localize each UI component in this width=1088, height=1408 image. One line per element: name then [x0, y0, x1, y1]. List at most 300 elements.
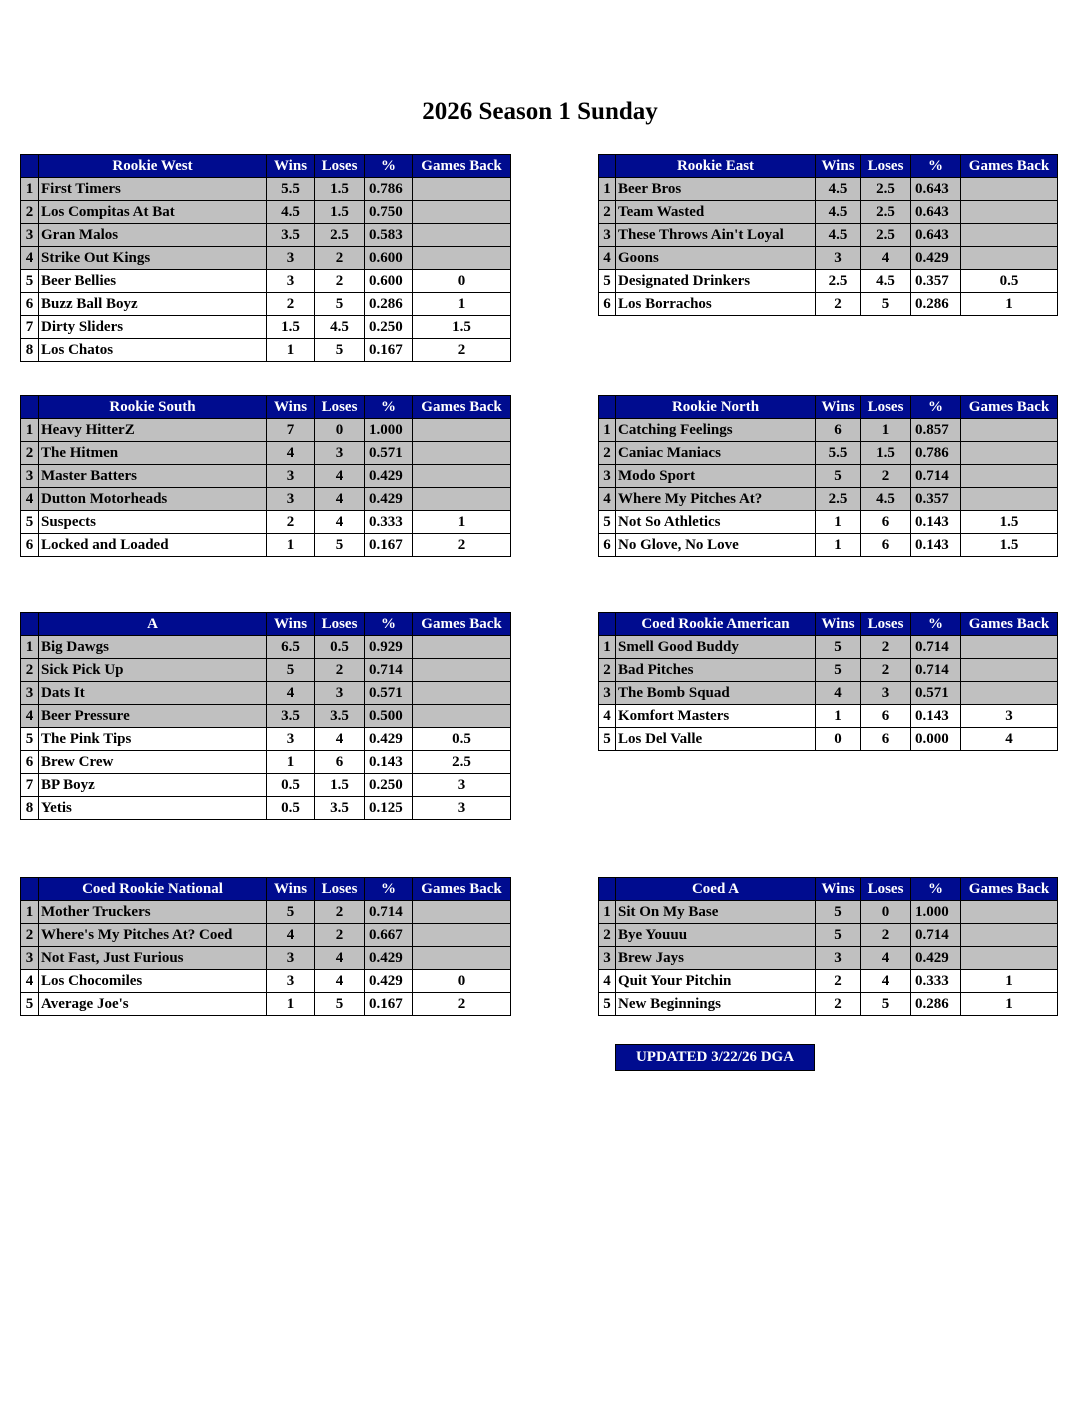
updated-stamp: UPDATED 3/22/26 DGA [615, 1044, 815, 1071]
pct-cell: 0.429 [365, 488, 413, 511]
games-back-cell: 1 [961, 970, 1058, 993]
rank-cell: 4 [599, 247, 616, 270]
pct-cell: 0.600 [365, 270, 413, 293]
team-name-cell: Komfort Masters [616, 705, 816, 728]
header-loses: Loses [315, 613, 365, 636]
loses-cell: 1.5 [315, 774, 365, 797]
loses-cell: 2 [861, 924, 911, 947]
page-title: 2026 Season 1 Sunday [422, 98, 658, 125]
games-back-cell [413, 419, 511, 442]
team-name-cell: Dutton Motorheads [39, 488, 267, 511]
rank-cell: 1 [599, 901, 616, 924]
team-name-cell: Bye Youuu [616, 924, 816, 947]
loses-cell: 4 [315, 947, 365, 970]
pct-cell: 0.125 [365, 797, 413, 820]
loses-cell: 4 [315, 465, 365, 488]
team-name-cell: The Pink Tips [39, 728, 267, 751]
wins-cell: 4.5 [816, 224, 861, 247]
rank-cell: 2 [599, 201, 616, 224]
games-back-cell [961, 442, 1058, 465]
pct-cell: 0.143 [365, 751, 413, 774]
division-header-row [599, 878, 1058, 901]
rank-cell: 7 [21, 316, 39, 339]
games-back-cell [413, 442, 511, 465]
pct-cell: 0.750 [365, 201, 413, 224]
team-name-cell: Master Batters [39, 465, 267, 488]
games-back-cell [961, 682, 1058, 705]
wins-cell: 2 [267, 511, 315, 534]
table-row [21, 682, 511, 705]
wins-cell: 3 [267, 465, 315, 488]
loses-cell: 2.5 [861, 201, 911, 224]
loses-cell: 4 [315, 970, 365, 993]
loses-cell: 6 [861, 511, 911, 534]
wins-cell: 0.5 [267, 797, 315, 820]
rank-cell: 3 [21, 465, 39, 488]
games-back-cell [961, 178, 1058, 201]
table-row [21, 534, 511, 557]
table-row [21, 201, 511, 224]
games-back-cell [961, 465, 1058, 488]
games-back-cell: 1 [413, 293, 511, 316]
table-row [21, 970, 511, 993]
team-name-cell: Where My Pitches At? [616, 488, 816, 511]
wins-cell: 5 [816, 465, 861, 488]
pct-cell: 0.333 [911, 970, 961, 993]
team-name-cell: Gran Malos [39, 224, 267, 247]
header-loses: Loses [861, 613, 911, 636]
header-wins: Wins [267, 878, 315, 901]
pct-cell: 0.857 [911, 419, 961, 442]
header-loses: Loses [861, 878, 911, 901]
rank-cell: 5 [599, 993, 616, 1016]
header-games-back: Games Back [961, 155, 1058, 178]
games-back-cell [413, 488, 511, 511]
header-rank-cell [21, 613, 39, 636]
pct-cell: 0.600 [365, 247, 413, 270]
pct-cell: 0.167 [365, 534, 413, 557]
team-name-cell: Brew Jays [616, 947, 816, 970]
rank-cell: 3 [21, 682, 39, 705]
rank-cell: 4 [21, 247, 39, 270]
loses-cell: 1.5 [861, 442, 911, 465]
table-row [21, 636, 511, 659]
games-back-cell: 3 [961, 705, 1058, 728]
games-back-cell [413, 636, 511, 659]
header-rank-cell [21, 396, 39, 419]
division-header-row [21, 155, 511, 178]
pct-cell: 0.714 [365, 659, 413, 682]
rank-cell: 3 [21, 224, 39, 247]
wins-cell: 2 [816, 993, 861, 1016]
loses-cell: 5 [315, 534, 365, 557]
table-row [599, 924, 1058, 947]
table-row [21, 293, 511, 316]
pct-cell: 0.429 [365, 465, 413, 488]
pct-cell: 0.250 [365, 774, 413, 797]
loses-cell: 6 [315, 751, 365, 774]
wins-cell: 7 [267, 419, 315, 442]
games-back-cell [413, 178, 511, 201]
games-back-cell [413, 465, 511, 488]
division-name: Rookie East [616, 155, 816, 178]
table-row [599, 659, 1058, 682]
pct-cell: 0.500 [365, 705, 413, 728]
games-back-cell [413, 682, 511, 705]
team-name-cell: BP Boyz [39, 774, 267, 797]
pct-cell: 0.571 [911, 682, 961, 705]
pct-cell: 0.143 [911, 511, 961, 534]
pct-cell: 0.429 [365, 970, 413, 993]
header-rank-cell [21, 878, 39, 901]
division-header-row [599, 396, 1058, 419]
rank-cell: 1 [599, 178, 616, 201]
division-table-coed-rookie-american [598, 612, 1058, 751]
team-name-cell: First Timers [39, 178, 267, 201]
games-back-cell: 2 [413, 993, 511, 1016]
division-name: Rookie West [39, 155, 267, 178]
rank-cell: 1 [21, 419, 39, 442]
wins-cell: 3.5 [267, 705, 315, 728]
rank-cell: 2 [21, 924, 39, 947]
table-row [599, 682, 1058, 705]
games-back-cell [413, 705, 511, 728]
table-row [21, 442, 511, 465]
pct-cell: 0.571 [365, 442, 413, 465]
pct-cell: 0.571 [365, 682, 413, 705]
division-header-row [21, 396, 511, 419]
division-header-row [21, 613, 511, 636]
loses-cell: 2 [315, 270, 365, 293]
division-name: Rookie South [39, 396, 267, 419]
team-name-cell: Goons [616, 247, 816, 270]
rank-cell: 1 [599, 419, 616, 442]
loses-cell: 2 [315, 924, 365, 947]
team-name-cell: Team Wasted [616, 201, 816, 224]
wins-cell: 3 [267, 488, 315, 511]
team-name-cell: Beer Pressure [39, 705, 267, 728]
games-back-cell [961, 224, 1058, 247]
pct-cell: 0.714 [911, 659, 961, 682]
header-pct: % [911, 613, 961, 636]
loses-cell: 2 [861, 636, 911, 659]
wins-cell: 4 [267, 682, 315, 705]
wins-cell: 2 [816, 293, 861, 316]
loses-cell: 2 [315, 901, 365, 924]
wins-cell: 3 [267, 947, 315, 970]
wins-cell: 0.5 [267, 774, 315, 797]
pct-cell: 0.714 [911, 465, 961, 488]
table-row [599, 488, 1058, 511]
wins-cell: 5 [267, 659, 315, 682]
team-name-cell: Yetis [39, 797, 267, 820]
table-row [599, 201, 1058, 224]
rank-cell: 3 [21, 947, 39, 970]
loses-cell: 4 [315, 488, 365, 511]
team-name-cell: Beer Bros [616, 178, 816, 201]
wins-cell: 3 [267, 970, 315, 993]
table-row [21, 316, 511, 339]
rank-cell: 4 [599, 970, 616, 993]
games-back-cell [961, 659, 1058, 682]
team-name-cell: Smell Good Buddy [616, 636, 816, 659]
division-name: Coed A [616, 878, 816, 901]
loses-cell: 6 [861, 728, 911, 751]
wins-cell: 3.5 [267, 224, 315, 247]
loses-cell: 0 [861, 901, 911, 924]
team-name-cell: Big Dawgs [39, 636, 267, 659]
division-table-rookie-south [20, 395, 511, 557]
rank-cell: 2 [21, 659, 39, 682]
wins-cell: 0 [816, 728, 861, 751]
games-back-cell [961, 901, 1058, 924]
wins-cell: 3 [267, 270, 315, 293]
wins-cell: 1 [267, 534, 315, 557]
header-wins: Wins [816, 613, 861, 636]
wins-cell: 5 [816, 924, 861, 947]
games-back-cell: 1.5 [961, 534, 1058, 557]
wins-cell: 3 [816, 247, 861, 270]
team-name-cell: Sick Pick Up [39, 659, 267, 682]
games-back-cell [413, 247, 511, 270]
table-row [599, 970, 1058, 993]
team-name-cell: Beer Bellies [39, 270, 267, 293]
table-row [21, 751, 511, 774]
table-row [599, 465, 1058, 488]
rank-cell: 1 [599, 636, 616, 659]
team-name-cell: Catching Feelings [616, 419, 816, 442]
wins-cell: 2.5 [816, 488, 861, 511]
loses-cell: 2 [315, 247, 365, 270]
division-name: A [39, 613, 267, 636]
table-row [599, 442, 1058, 465]
rank-cell: 1 [21, 901, 39, 924]
pct-cell: 0.643 [911, 178, 961, 201]
wins-cell: 2 [816, 970, 861, 993]
loses-cell: 2.5 [861, 224, 911, 247]
team-name-cell: Modo Sport [616, 465, 816, 488]
table-row [21, 270, 511, 293]
header-wins: Wins [816, 878, 861, 901]
pct-cell: 0.929 [365, 636, 413, 659]
header-loses: Loses [861, 155, 911, 178]
header-pct: % [365, 613, 413, 636]
pct-cell: 0.429 [365, 728, 413, 751]
pct-cell: 0.357 [911, 488, 961, 511]
loses-cell: 3.5 [315, 797, 365, 820]
rank-cell: 8 [21, 339, 39, 362]
header-pct: % [911, 396, 961, 419]
header-games-back: Games Back [413, 155, 511, 178]
wins-cell: 1 [267, 993, 315, 1016]
pct-cell: 0.167 [365, 993, 413, 1016]
games-back-cell: 2 [413, 339, 511, 362]
rank-cell: 4 [21, 705, 39, 728]
loses-cell: 4.5 [315, 316, 365, 339]
table-row [599, 534, 1058, 557]
table-row [599, 224, 1058, 247]
team-name-cell: These Throws Ain't Loyal [616, 224, 816, 247]
loses-cell: 5 [315, 993, 365, 1016]
loses-cell: 1.5 [315, 201, 365, 224]
wins-cell: 4.5 [816, 178, 861, 201]
wins-cell: 5.5 [816, 442, 861, 465]
games-back-cell [413, 659, 511, 682]
wins-cell: 5.5 [267, 178, 315, 201]
team-name-cell: Dirty Sliders [39, 316, 267, 339]
games-back-cell: 1 [413, 511, 511, 534]
rank-cell: 6 [21, 534, 39, 557]
table-row [21, 901, 511, 924]
rank-cell: 1 [21, 178, 39, 201]
games-back-cell [961, 488, 1058, 511]
wins-cell: 5 [267, 901, 315, 924]
loses-cell: 6 [861, 534, 911, 557]
table-row [599, 247, 1058, 270]
wins-cell: 4 [267, 924, 315, 947]
table-row [21, 774, 511, 797]
rank-cell: 5 [599, 728, 616, 751]
rank-cell: 6 [599, 293, 616, 316]
wins-cell: 5 [816, 659, 861, 682]
team-name-cell: Los Compitas At Bat [39, 201, 267, 224]
rank-cell: 3 [599, 224, 616, 247]
loses-cell: 2.5 [861, 178, 911, 201]
loses-cell: 4.5 [861, 270, 911, 293]
pct-cell: 0.250 [365, 316, 413, 339]
games-back-cell [413, 924, 511, 947]
team-name-cell: Mother Truckers [39, 901, 267, 924]
team-name-cell: Not Fast, Just Furious [39, 947, 267, 970]
wins-cell: 4.5 [816, 201, 861, 224]
team-name-cell: Sit On My Base [616, 901, 816, 924]
wins-cell: 5 [816, 636, 861, 659]
rank-cell: 7 [21, 774, 39, 797]
games-back-cell [961, 419, 1058, 442]
loses-cell: 3 [861, 682, 911, 705]
header-loses: Loses [315, 155, 365, 178]
games-back-cell [413, 201, 511, 224]
wins-cell: 2.5 [816, 270, 861, 293]
games-back-cell: 0.5 [961, 270, 1058, 293]
table-row [21, 659, 511, 682]
wins-cell: 6.5 [267, 636, 315, 659]
header-pct: % [911, 878, 961, 901]
division-table-a [20, 612, 511, 820]
team-name-cell: Bad Pitches [616, 659, 816, 682]
header-games-back: Games Back [961, 396, 1058, 419]
rank-cell: 2 [599, 659, 616, 682]
rank-cell: 6 [599, 534, 616, 557]
wins-cell: 4.5 [267, 201, 315, 224]
wins-cell: 1 [816, 511, 861, 534]
pct-cell: 0.000 [911, 728, 961, 751]
games-back-cell: 2 [413, 534, 511, 557]
pct-cell: 0.429 [365, 947, 413, 970]
header-games-back: Games Back [961, 613, 1058, 636]
table-row [21, 797, 511, 820]
loses-cell: 2.5 [315, 224, 365, 247]
table-row [599, 993, 1058, 1016]
rank-cell: 1 [21, 636, 39, 659]
header-games-back: Games Back [413, 613, 511, 636]
wins-cell: 5 [816, 901, 861, 924]
loses-cell: 1 [861, 419, 911, 442]
pct-cell: 0.643 [911, 224, 961, 247]
rank-cell: 5 [21, 511, 39, 534]
loses-cell: 5 [861, 293, 911, 316]
table-row [599, 419, 1058, 442]
header-loses: Loses [315, 878, 365, 901]
pct-cell: 0.786 [911, 442, 961, 465]
table-row [599, 293, 1058, 316]
loses-cell: 3 [315, 442, 365, 465]
games-back-cell [413, 947, 511, 970]
table-row [599, 901, 1058, 924]
loses-cell: 5 [861, 993, 911, 1016]
pct-cell: 0.786 [365, 178, 413, 201]
wins-cell: 1 [816, 534, 861, 557]
pct-cell: 0.143 [911, 534, 961, 557]
table-row [21, 419, 511, 442]
wins-cell: 3 [267, 728, 315, 751]
games-back-cell: 1.5 [961, 511, 1058, 534]
team-name-cell: The Hitmen [39, 442, 267, 465]
loses-cell: 4 [315, 511, 365, 534]
team-name-cell: Los Borrachos [616, 293, 816, 316]
pct-cell: 0.333 [365, 511, 413, 534]
team-name-cell: Heavy HitterZ [39, 419, 267, 442]
team-name-cell: Brew Crew [39, 751, 267, 774]
header-rank-cell [21, 155, 39, 178]
games-back-cell [413, 901, 511, 924]
rank-cell: 3 [599, 682, 616, 705]
rank-cell: 6 [21, 293, 39, 316]
header-loses: Loses [315, 396, 365, 419]
pct-cell: 0.429 [911, 247, 961, 270]
team-name-cell: Locked and Loaded [39, 534, 267, 557]
pct-cell: 0.667 [365, 924, 413, 947]
header-pct: % [365, 155, 413, 178]
table-row [21, 993, 511, 1016]
team-name-cell: Strike Out Kings [39, 247, 267, 270]
loses-cell: 4 [315, 728, 365, 751]
team-name-cell: Los Chatos [39, 339, 267, 362]
pct-cell: 0.143 [911, 705, 961, 728]
header-loses: Loses [861, 396, 911, 419]
loses-cell: 0.5 [315, 636, 365, 659]
games-back-cell: 0 [413, 970, 511, 993]
rank-cell: 4 [599, 488, 616, 511]
rank-cell: 2 [21, 201, 39, 224]
loses-cell: 4 [861, 247, 911, 270]
table-row [21, 465, 511, 488]
loses-cell: 2 [861, 659, 911, 682]
pct-cell: 0.643 [911, 201, 961, 224]
team-name-cell: Los Del Valle [616, 728, 816, 751]
pct-cell: 0.583 [365, 224, 413, 247]
games-back-cell: 1.5 [413, 316, 511, 339]
loses-cell: 3.5 [315, 705, 365, 728]
rank-cell: 2 [21, 442, 39, 465]
loses-cell: 4 [861, 970, 911, 993]
wins-cell: 1 [816, 705, 861, 728]
header-wins: Wins [267, 613, 315, 636]
header-rank-cell [599, 396, 616, 419]
table-row [21, 247, 511, 270]
division-table-rookie-west [20, 154, 511, 362]
pct-cell: 0.286 [911, 993, 961, 1016]
